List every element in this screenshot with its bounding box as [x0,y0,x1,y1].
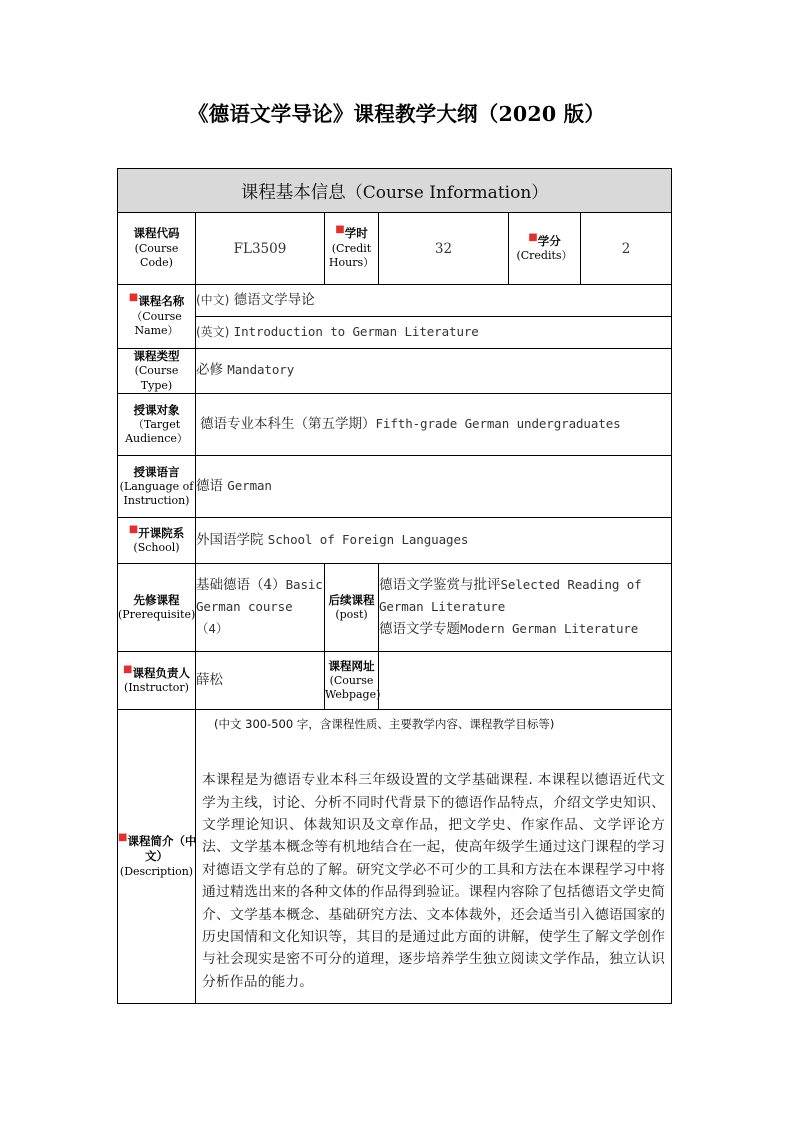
label-course-name-en-line2: Name） [134,324,179,338]
label-school-en: (School) [133,541,180,555]
value-prerequisite [196,564,325,652]
table-row [118,518,672,564]
required-marker-icon: ■ [335,224,345,236]
language-cn: 德语 [196,477,223,494]
table-row [118,564,672,652]
label-instructor-en: (Instructor) [124,681,189,695]
target-audience-en: Fifth-grade German undergraduates [375,415,621,431]
table-header-row [118,169,672,213]
table-header-cell [118,169,672,213]
course-name-en-value: Introduction to German Literature [233,323,479,339]
label-instructor-cn: ■课程负责人 [123,664,190,680]
label-course-webpage-en-line2: Webpage) [325,688,381,702]
school-en: School of Foreign Languages [267,531,469,547]
label-course-type-cn: 课程类型 [133,349,180,363]
label-credit-hours-cn: ■学时 [335,224,368,241]
value-school [196,518,672,564]
label-course-webpage-en-line1: (Course [329,673,374,687]
course-information-table-wrapper [117,168,671,1004]
course-type-en: Mandatory [227,362,295,378]
table-row [118,213,672,285]
label-language-en-line1: (Language of [119,479,194,493]
label-prerequisite-cn: 先修课程 [133,592,180,607]
label-course-code [118,213,196,285]
label-target-audience-en-line1: （Target [132,417,181,431]
label-target-audience-cn: 授课对象 [133,402,180,417]
label-course-name [118,285,196,349]
table-row [118,456,672,518]
value-credits: 2 [581,213,672,285]
value-course-code: FL3509 [196,213,325,285]
post-course-2-en: Modern German Literature [460,620,639,636]
label-school-cn: ■开课院系 [128,524,185,540]
post-course-item-1 [379,575,671,618]
label-credits [509,213,581,285]
course-name-en-tag: (英文) [196,324,230,339]
value-target-audience [196,394,672,456]
school-cn: 外国语学院 [196,531,264,548]
required-marker-icon: ■ [118,832,128,844]
label-post-course [325,564,379,652]
course-name-cn-value: 德语文学导论 [233,291,315,308]
value-instructor [196,652,325,710]
table-row [118,710,672,1004]
label-school [118,518,196,564]
label-target-audience-en-line2: Audience） [125,432,188,446]
label-course-code-cn: 课程代码 [133,226,180,241]
description-note: (中文 300-500 字，含课程性质、主要教学内容、课程教学目标等) [214,717,555,732]
value-description [196,710,672,1004]
required-marker-icon: ■ [123,664,133,676]
description-spacer [196,735,671,769]
label-description-cn-line1: ■课程简介（中 [118,832,197,849]
prerequisite-en: Basic German course （4） [196,577,323,636]
table-row [118,317,672,349]
label-instructor [118,652,196,710]
label-prerequisite-en: (Prerequisite) [118,608,196,622]
table-row [118,652,672,710]
label-description [118,710,196,1004]
value-course-type [196,349,672,394]
course-name-cn-tag: (中文) [196,292,230,307]
label-course-code-en: (Course Code) [134,241,179,270]
post-course-item-2 [379,619,671,641]
label-credits-cn: ■学分 [528,231,561,248]
required-marker-icon: ■ [128,292,139,304]
table-header-title-cn: 课程基本信息 [240,182,346,203]
label-description-cn-line2: 文） [145,849,168,864]
required-marker-icon: ■ [528,231,538,243]
course-information-table [117,168,672,1004]
label-course-type [118,349,196,394]
post-course-1-en: Selected Reading of German Literature [379,577,642,614]
label-credit-hours-en-line1: (Credit [331,241,372,255]
label-description-en: (Description) [119,864,194,878]
value-course-name-en [196,317,672,349]
table-row [118,394,672,456]
instructor-name: 薛松 [196,671,223,688]
label-prerequisite [118,564,196,652]
label-course-type-en: (Course Type) [134,364,179,392]
description-body: 本课程是为德语专业本科三年级设置的文学基础课程. 本课程以德语近代文学为主线，讨论、分析不同时代背景下的德语作品特点，介绍文学史知识、文学理论知识、体裁知识及文章作品，把文学史、作家作品、文学评论方法、文学基本概念等有机地结合在一起，使高年级学生通过这门课程的学习对德语文学有总的了解。研究文学必不可少的工具和方法在本课程学习中将通过精选出来的各种文体的作品得到验证。课程内容除了包括德语文学史简介、文学基本概念、基础研究方法、文本体裁外，还会适当引入德语国家的历史国情和文化知识等，其目的是通过此方面的讲解，使学生了解文学创作与社会现实是密不可分的道理，逐步培养学生独立阅读文学作品，独立认识分析作品的能力。 [202,772,665,990]
post-course-2-cn: 德语文学专题 [379,620,460,637]
value-credit-hours: 32 [379,213,509,285]
page-title: 《德语文学导论》课程教学大纲（2020 版） [187,102,606,126]
label-credit-hours [325,213,379,285]
course-type-cn: 必修 [196,362,223,379]
label-course-name-en-line1: （Course [131,309,182,323]
table-header-title-en: （Course Information） [345,182,549,203]
post-course-1-cn: 德语文学鉴赏与批评 [379,577,501,594]
label-language-en-line2: Instruction) [123,494,190,508]
label-language-of-instruction [118,456,196,518]
label-post-course-en: (post) [335,608,368,622]
label-language-cn: 授课语言 [133,464,180,479]
label-course-name-cn: ■课程名称 [128,292,185,309]
label-credits-en: (Credits） [516,248,573,262]
label-course-webpage [325,652,379,710]
label-course-webpage-cn: 课程网址 [328,658,375,673]
label-post-course-cn: 后续课程 [328,592,375,607]
table-row [118,349,672,394]
value-language-of-instruction [196,456,672,518]
language-en: German [227,477,272,493]
value-post-course [379,564,672,652]
label-target-audience [118,394,196,456]
prerequisite-cn: 基础德语（4） [196,577,286,594]
value-course-webpage [379,652,672,710]
label-credit-hours-en-line2: Hours） [328,256,375,270]
target-audience-cn: 德语专业本科生（第五学期） [200,415,376,432]
required-marker-icon: ■ [128,524,139,536]
table-row [118,285,672,317]
value-course-name-cn [196,285,672,317]
